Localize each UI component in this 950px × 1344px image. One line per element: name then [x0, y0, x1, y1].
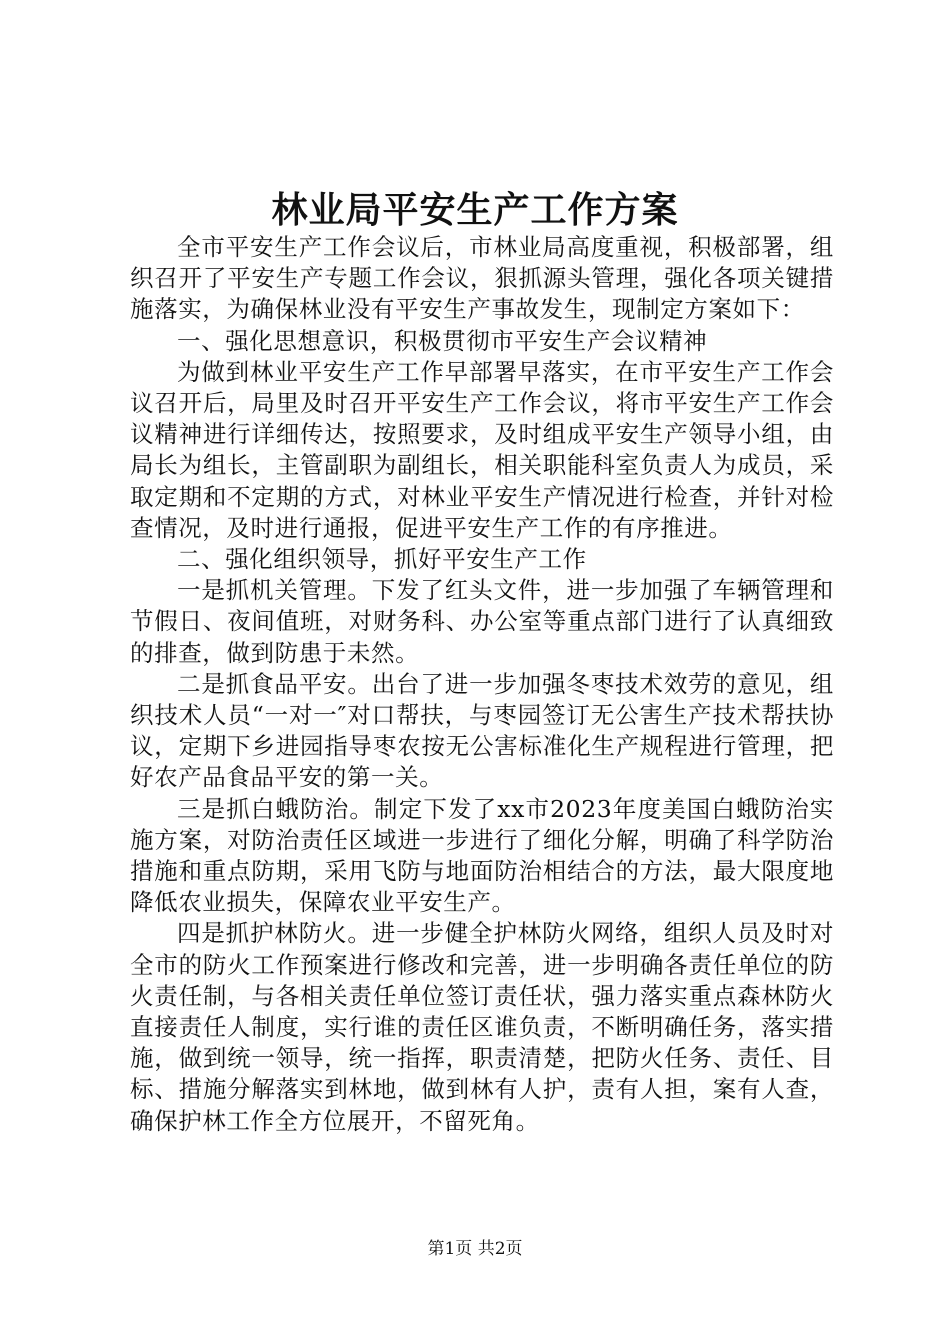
section-heading-1: 一、强化思想意识，积极贯彻市平安生产会议精神 [177, 326, 708, 355]
paragraph-office-management: 一是抓机关管理。下发了红头文件，进一步加强了车辆管理和节假日、夜间值班，对财务科、办公室等重点部门进行了认真细致的排查，做到防患于未然。 [130, 576, 834, 667]
document-body [130, 232, 834, 1137]
paragraph-food-safety: 二是抓食品平安。出台了进一步加强冬枣技术效劳的意见，组织技术人员“一对一″对口帮扶，与枣园签订无公害生产技术帮扶协议，定期下乡进园指导枣农按无公害标准化生产规程进行管理，把好农产品食品平安的第一关。 [130, 669, 834, 792]
document-title: 林业局平安生产工作方案 [271, 189, 679, 231]
paragraph-fire-prevention: 四是抓护林防火。进一步健全护林防火网络，组织人员及时对全市的防火工作预案进行修改和完善，进一步明确各责任单位的防火责任制，与各相关责任单位签订责任状，强力落实重点森林防火直接责任人制度，实行谁的责任区谁负责，不断明确任务，落实措施，做到统一领导，统一指挥，职责清楚，把防火任务、责任、目标、措施分解落实到林地，做到林有人护，责有人担，案有人查，确保护林工作全方位展开，不留死角。 [130, 919, 834, 1135]
paragraph-intro: 全市平安生产工作会议后，市林业局高度重视，积极部署，组织召开了平安生产专题工作会议，狠抓源头管理，强化各项关键措施落实，为确保林业没有平安生产事故发生，现制定方案如下： [130, 233, 834, 324]
page-footer: 第1页 共2页 [427, 1239, 523, 1259]
paragraph-section-1: 为做到林业平安生产工作早部署早落实，在市平安生产工作会议召开后，局里及时召开平安生产工作会议，将市平安生产工作会议精神进行详细传达，按照要求，及时组成平安生产领导小组，由局长为组长，主管副职为副组长，相关职能科室负责人为成员，采取定期和不定期的方式，对林业平安生产情况进行检查，并针对检查情况，及时进行通报，促进平安生产工作的有序推进。 [130, 357, 834, 542]
section-heading-2: 二、强化组织领导，抓好平安生产工作 [177, 545, 587, 574]
paragraph-moth-control: 三是抓白蛾防治。制定下发了xx市2023年度美国白蛾防治实施方案，对防治责任区域进一步进行了细化分解，明确了科学防治措施和重点防期，采用飞防与地面防治相结合的方法，最大限度地降低农业损失，保障农业平安生产。 [130, 794, 834, 917]
